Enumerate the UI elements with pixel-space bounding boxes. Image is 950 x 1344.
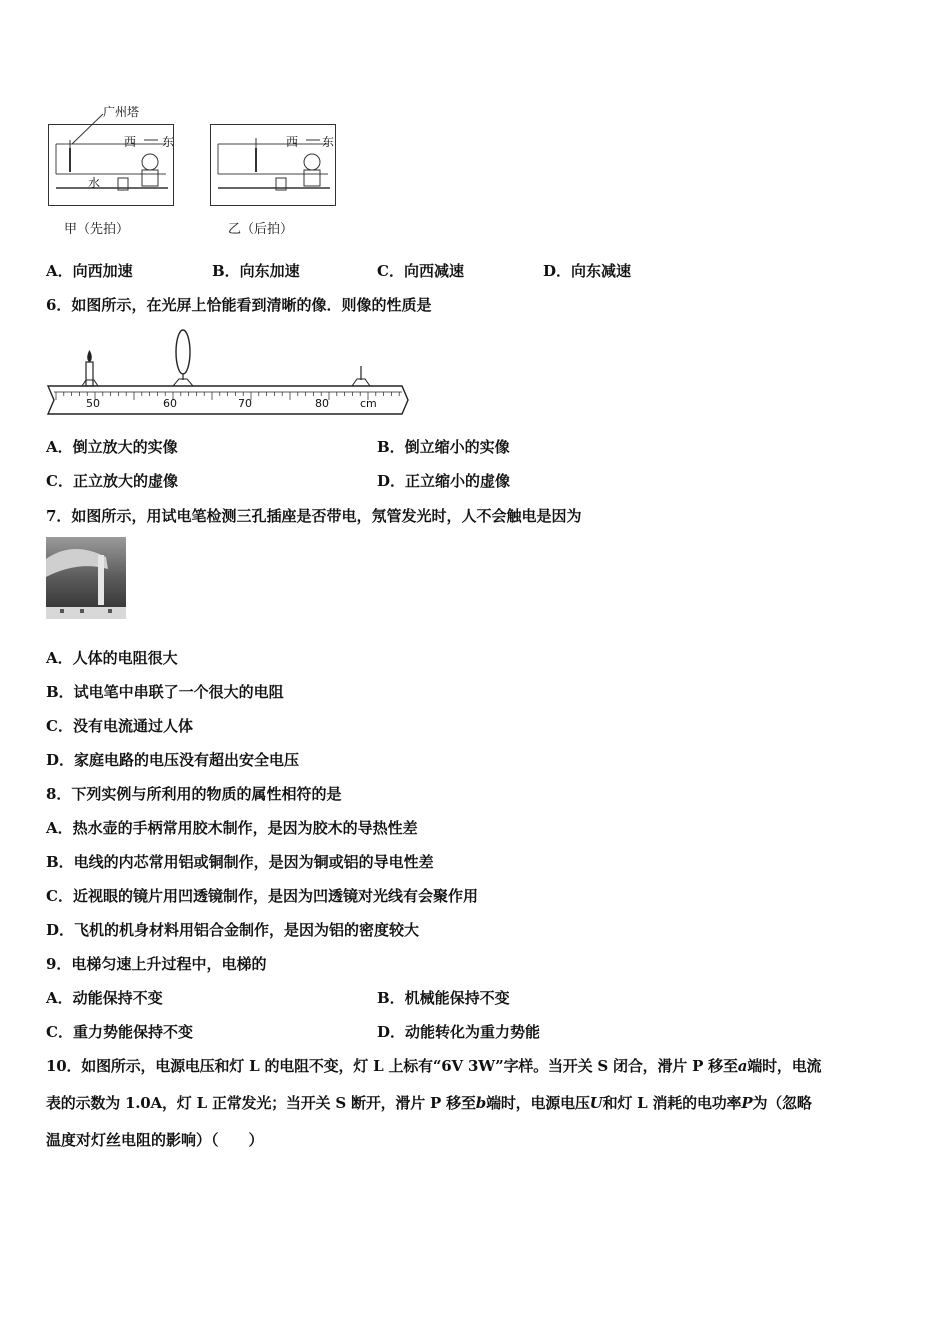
q7-option-a: A．人体的电阻很大: [46, 649, 178, 667]
q8-option-a: A．热水壶的手柄常用胶木制作，是因为胶木的导热性差: [46, 819, 418, 837]
q5-option-d: D．向东减速: [543, 262, 632, 280]
q10-line-1: [46, 1056, 821, 1076]
child-icon-b: [304, 154, 320, 170]
q10-line-1-text-b: 端时，电流: [747, 1057, 822, 1075]
socket-icon: [46, 607, 126, 619]
q5-option-b: B．向东加速: [212, 262, 300, 280]
q10-line-2-text-c: 和灯 L 消耗的电功率: [602, 1094, 742, 1112]
east-label-b: 东: [322, 135, 335, 149]
q6-option-a: A．倒立放大的实像: [46, 438, 178, 456]
q5-option-a: A．向西加速: [46, 262, 133, 280]
test-pen-photo: [46, 537, 126, 619]
q6-option-d: D．正立缩小的虚像: [377, 472, 511, 490]
west-label-a: 西: [124, 135, 137, 149]
ruler-tick-label-60: 60: [163, 397, 177, 410]
q9-stem: 9．电梯匀速上升过程中，电梯的: [46, 955, 267, 973]
q10-line-3: 温度对灯丝电阻的影响）（ ）: [46, 1131, 264, 1149]
q8-option-b: B．电线的内芯常用铝或铜制作，是因为铜或铝的导电性差: [46, 853, 434, 871]
child-icon: [142, 154, 158, 170]
q5-option-c: C．向西减速: [377, 262, 464, 280]
q7-option-d: D．家庭电路的电压没有超出安全电压: [46, 751, 300, 769]
east-label-a: 东: [162, 135, 175, 149]
ruler-tick-label-70: 70: [238, 397, 252, 410]
ruler-tick-label-50: 50: [86, 397, 100, 410]
water-label: 水: [88, 176, 101, 190]
q10-var-p: P: [741, 1094, 753, 1112]
caption-a: 甲（先拍）: [64, 222, 130, 237]
flame-icon: [87, 350, 92, 362]
q10-line-2: [46, 1093, 812, 1113]
q10-var-a: a: [737, 1057, 748, 1075]
convex-lens-icon: [176, 330, 190, 374]
q6-option-b: B．倒立缩小的实像: [377, 438, 510, 456]
q9-option-b: B．机械能保持不变: [377, 989, 510, 1007]
q9-option-a: A．动能保持不变: [46, 989, 163, 1007]
candle-icon: [86, 362, 93, 386]
ruler-ticks: [56, 392, 399, 400]
q8-option-c: C．近视眼的镜片用凹透镜制作，是因为凹透镜对光线有会聚作用: [46, 887, 478, 905]
q7-option-c: C．没有电流通过人体: [46, 717, 193, 735]
q9-option-d: D．动能转化为重力势能: [377, 1023, 541, 1041]
optical-bench: [48, 386, 408, 414]
q10-line-1-text-a: 10．如图所示，电源电压和灯 L 的电阻不变，灯 L 上标有“6V 3W”字样。当开关 S 闭合，滑片 P 移至: [46, 1057, 738, 1075]
ruler-unit-label: cm: [360, 397, 377, 410]
q6-option-c: C．正立放大的虚像: [46, 472, 178, 490]
q10-line-2-text-d: 为（忽略: [752, 1094, 812, 1112]
q10-var-b: b: [475, 1094, 487, 1112]
q10-line-2-text-b: 端时，电源电压: [486, 1094, 590, 1112]
q7-stem: 7．如图所示，用试电笔检测三孔插座是否带电，氖管发光时，人不会触电是因为: [46, 507, 582, 525]
q10-var-u: U: [589, 1094, 603, 1112]
caption-b: 乙（后拍）: [228, 222, 294, 237]
ruler-tick-label-80: 80: [315, 397, 329, 410]
q10-line-2-text-a: 表的示数为 1.0A，灯 L 正常发光；当开关 S 断开，滑片 P 移至: [46, 1094, 476, 1112]
photo-b-drawing: [210, 100, 340, 206]
q6-stem: 6．如图所示，在光屏上恰能看到清晰的像．则像的性质是: [46, 296, 432, 314]
west-label-b: 西: [286, 135, 299, 149]
tower-label: 广州塔: [103, 105, 140, 119]
q9-option-c: C．重力势能保持不变: [46, 1023, 193, 1041]
q8-stem: 8．下列实例与所利用的物质的属性相符的是: [46, 785, 342, 803]
test-pen-icon: [98, 555, 104, 605]
q7-option-b: B．试电笔中串联了一个很大的电阻: [46, 683, 284, 701]
q8-option-d: D．飞机的机身材料用铝合金制作，是因为铝的密度较大: [46, 921, 420, 939]
